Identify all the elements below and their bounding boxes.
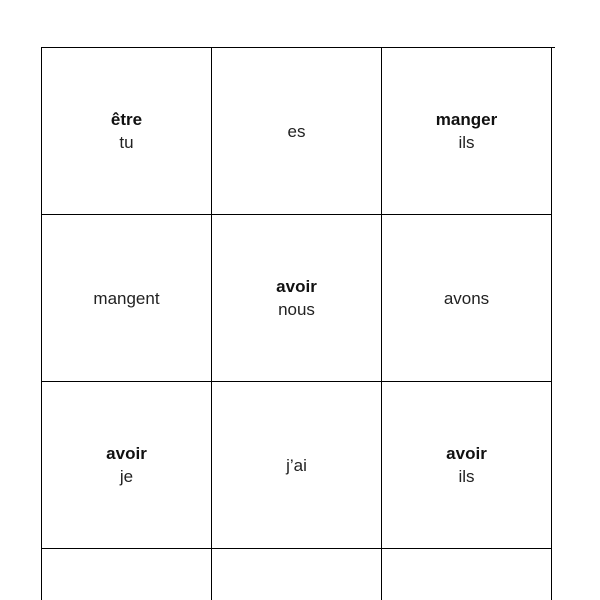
card-text: tu [119,133,134,152]
card-text: ils [458,467,475,486]
card-text: es [287,121,306,141]
card [42,382,212,549]
card-verb: manger [435,110,498,129]
card [42,215,212,382]
card-empty [42,549,212,600]
card [382,382,552,549]
card-empty [212,549,382,600]
card-text: je [119,467,134,486]
card [212,382,382,549]
card [42,48,212,215]
card [212,48,382,215]
card [382,48,552,215]
card-text: mangent [93,288,160,308]
card-empty [382,549,552,600]
card-verb: avoir [106,444,147,463]
card [382,215,552,382]
card-grid [41,47,555,600]
card-text: nous [278,300,315,319]
card-text: j’ai [286,455,307,475]
card-verb: être [110,110,143,129]
card-text: avons [443,288,490,308]
card-verb: avoir [276,277,317,296]
card [212,215,382,382]
card-text: ils [458,133,475,152]
card-verb: avoir [446,444,487,463]
